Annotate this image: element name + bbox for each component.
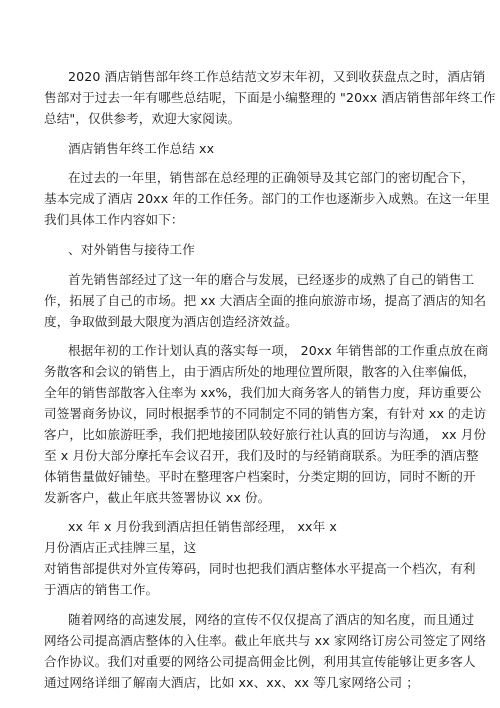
intro-line-3: 总结"，仅供参考，欢迎大家阅读。: [44, 111, 241, 126]
para3-line-5: 客户，比如旅游旺季，我们把地接团队较好旅行社认真的回访与沟通， xx 月份: [44, 427, 487, 442]
intro-line-2: 售部对于过去一年有哪些总结呢，下面是小编整理的 "20xx 酒店销售部年终工作: [44, 90, 496, 105]
para5-line-3: 合作协议。我们对重要的网络公司提高佣金比例，利用其宣传能够让更多客人: [44, 654, 476, 669]
para3-line-4: 司签署商务协议，同时根据季节的不同制定不同的销售方案，有针对 xx 的走访: [44, 406, 487, 421]
para1-line-2: 基本完成了酒店 20xx 年的工作任务。部门的工作也逐渐步入成熟。在这一年里: [44, 191, 490, 206]
para1-line-1: 在过去的一年里，销售部在总经理的正确领导及其它部门的密切配合下，: [68, 170, 475, 185]
para3-line-6: 至 x 月份大部分摩托车会议召开，我们及时的与经销商联系。为旺季的酒店整: [44, 448, 479, 463]
para3-line-8: 发新客户，截止年底共签署协议 xx 份。: [44, 490, 271, 505]
para2-line-3: 度，争取做到最大限度为酒店创造经济效益。: [44, 314, 298, 329]
para4-line-2: 月份酒店正式挂牌三星，这: [44, 540, 197, 555]
para4-line-4: 于酒店的销售工作。: [44, 582, 159, 597]
para4-line-3: 对销售部提供对外宣传筹码，同时也把我们酒店整体水平提高一个档次，有利: [44, 561, 476, 576]
para3-line-1: 根据年初的工作计划认真的落实每一项， 20xx 年销售部的工作重点放在商: [68, 343, 489, 358]
para4-line-1: xx 年 x 月份我到酒店担任销售部经理， xx年 x: [68, 519, 337, 534]
para1-line-3: 我们具体工作内容如下：: [44, 212, 184, 227]
para5-line-2: 网络公司提高酒店整体的入住率。截止年底共与 xx 家网络订房公司签定了网络: [44, 633, 487, 648]
section-title: 酒店销售年终工作总结 xx: [68, 141, 215, 156]
para2-line-1: 首先销售部经过了这一年的磨合与发展，已经逐步的成熟了自己的销售工: [68, 272, 475, 287]
para5-line-1: 随着网络的高速发展，网络的宣传不仅仅提高了酒店的知名度，而且通过: [68, 612, 475, 627]
subheading-sales-reception: 、对外销售与接待工作: [68, 242, 195, 257]
para3-line-3: 全年的销售部散客入住率为 xx%，我们加大商务客人的销售力度，拜访重要公: [44, 385, 482, 400]
para3-line-7: 体销售量做好铺垫。平时在整理客户档案时，分类定期的回访，同时不断的开: [44, 469, 476, 484]
para5-line-4: 通过网络详细了解南大酒店，比如 xx、xx、xx 等几家网络公司 ；: [44, 675, 419, 690]
intro-line-1: 2020 酒店销售部年终工作总结范文岁末年初，又到收获盘点之时，酒店销: [68, 69, 486, 84]
para3-line-2: 务散客和会议的销售上，由于酒店所处的地理位置所限，散客的入住率偏低，: [44, 364, 476, 379]
para2-line-2: 作，拓展了自己的市场。把 xx 大酒店全面的推向旅游市场，提高了酒店的知名: [44, 293, 487, 308]
